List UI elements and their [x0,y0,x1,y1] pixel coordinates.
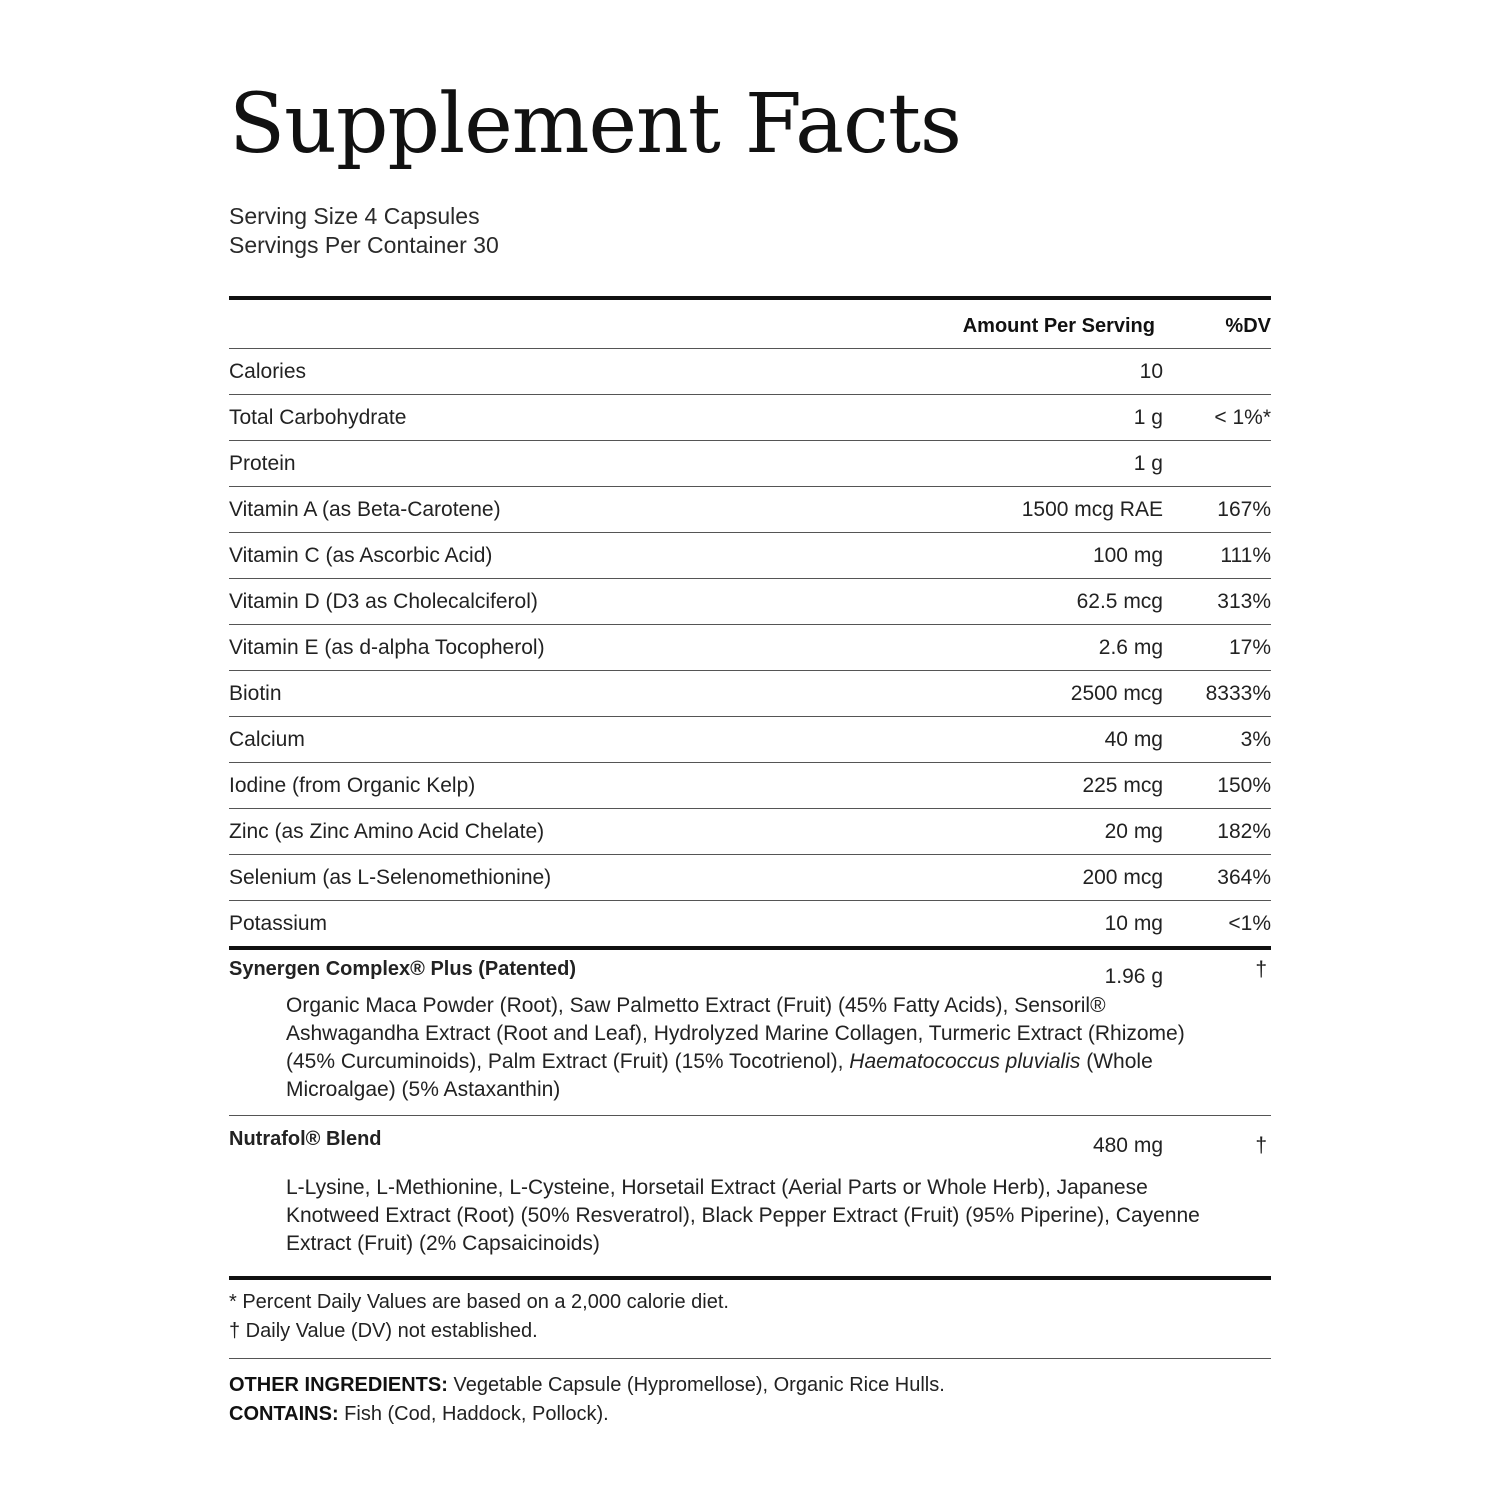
synergen-blend [229,950,1271,1115]
panel-title: Supplement Facts [229,77,962,172]
table-header [229,300,1271,348]
nutrient-row-vitamin-e [229,625,1271,670]
nutrient-name: Vitamin A (as Beta-Carotene) [229,498,501,521]
nutrient-name: Calcium [229,728,305,751]
nutrient-row-calories [229,349,1271,394]
blend-ingredients [229,992,1231,1104]
nutrient-dv: 182% [1217,820,1271,843]
other-ingredients [229,1371,1271,1400]
nutrient-row-calcium [229,717,1271,762]
nutrient-amount: 62.5 mcg [1076,590,1163,613]
serving-size: Serving Size 4 Capsules [229,203,480,229]
nutrient-amount: 1500 mcg RAE [1021,498,1163,521]
nutrient-row-biotin [229,671,1271,716]
nutrient-name: Calories [229,360,307,383]
nutrient-row-vitamin-a [229,487,1271,532]
nutrient-amount: 200 mcg [1082,866,1163,889]
blend-ingredients: L-Lysine, L-Methionine, L-Cysteine, Horsetail Extract (Aerial Parts or Whole Herb), Japanese Knotweed Extract (Root) (50% Resveratrol), Black Pepper Extract (Fruit) (95% Piperine), Cayenne Extract (Fruit) (2% Capsaicinoids) [286,1176,1200,1255]
other-ingredients-label: OTHER INGREDIENTS: [229,1374,448,1396]
nutrient-dv: < 1%* [1214,406,1271,429]
nutrient-row-vitamin-c [229,533,1271,578]
nutrient-dv: 364% [1217,866,1271,889]
nutrient-name: Total Carbohydrate [229,406,407,429]
nutrient-row-vitamin-d [229,579,1271,624]
footnotes [229,1280,1271,1358]
blend-dv: † [1255,958,1267,981]
serving-info [229,202,1271,260]
contains-label: CONTAINS: [229,1403,339,1425]
nutrient-dv: 167% [1217,498,1271,521]
nutrient-dv: <1% [1228,912,1271,935]
nutrient-amount: 225 mcg [1082,774,1163,797]
other-ingredients-section [229,1359,1271,1429]
nutrient-rows [229,348,1271,946]
nutrient-amount: 1 g [1133,406,1163,429]
blend-dv: † [1255,1134,1267,1157]
nutrient-dv: 111% [1220,544,1271,567]
nutrient-dv: 313% [1217,590,1271,613]
nutrient-name: Selenium (as L-Selenomethionine) [229,866,552,889]
nutrient-row-iodine [229,763,1271,808]
nutrient-row-selenium [229,855,1271,900]
nutrient-amount: 100 mg [1092,544,1163,567]
nutrient-dv: 17% [1228,636,1271,659]
nutrient-name: Potassium [229,912,328,935]
nutrient-amount: 2500 mcg [1070,682,1163,705]
amount-per-serving-header: Amount Per Serving [962,315,1155,337]
ingredients-text: Organic Maca Powder (Root), Saw Palmetto Extract (Fruit) (45% Fatty Acids), Sensoril® Ashwagandha Extract (Root and Leaf), Hydrolyzed Marine Collagen, Turmeric Extract (Rhizome) (45% Curcuminoids), Palm Extract (Fruit) (15% Tocotrienol), [286,994,1185,1073]
nutrient-name: Iodine (from Organic Kelp) [229,774,476,797]
nutrient-amount: 20 mg [1104,820,1163,843]
nutrient-name: Biotin [229,682,282,705]
contains [229,1400,1271,1429]
footnote-percent-dv: * Percent Daily Values are based on a 2,000 calorie diet. [229,1291,729,1313]
nutrient-dv: 150% [1217,774,1271,797]
nutrient-name: Zinc (as Zinc Amino Acid Chelate) [229,820,545,843]
blend-amount: 1.96 g [1104,965,1163,988]
nutrient-name: Protein [229,452,296,475]
blend-amount: 480 mg [1092,1134,1163,1157]
nutrient-row-protein [229,441,1271,486]
nutrient-dv: 3% [1240,728,1271,751]
nutrient-name: Vitamin D (D3 as Cholecalciferol) [229,590,538,613]
supplement-facts-panel [229,70,1271,1429]
other-ingredients-text: Vegetable Capsule (Hypromellose), Organic Rice Hulls. [447,1374,945,1396]
nutrient-name: Vitamin C (as Ascorbic Acid) [229,544,493,567]
ingredients-text: (Whole Microalgae) (5% Astaxanthin) [286,1050,1153,1101]
footnote-dagger: † Daily Value (DV) not established. [229,1320,538,1342]
nutrient-row-potassium [229,901,1271,946]
nutrafol-blend [229,1116,1271,1276]
ingredients-italic-species: Haematococcus pluvialis [849,1050,1081,1073]
nutrient-amount: 1 g [1133,452,1163,475]
dv-header: %DV [1225,315,1271,337]
nutrient-row-zinc [229,809,1271,854]
nutrient-dv: 8333% [1205,682,1271,705]
nutrient-row-total-carbohydrate [229,395,1271,440]
nutrient-amount: 10 mg [1104,912,1163,935]
nutrient-amount: 40 mg [1104,728,1163,751]
nutrient-amount: 10 [1139,360,1163,383]
blend-name: Nutrafol® Blend [229,1128,382,1150]
nutrient-amount: 2.6 mg [1098,636,1163,659]
servings-per-container: Servings Per Container 30 [229,232,499,258]
blend-name: Synergen Complex® Plus (Patented) [229,958,577,980]
nutrient-name: Vitamin E (as d-alpha Tocopherol) [229,636,545,659]
contains-text: Fish (Cod, Haddock, Pollock). [338,1403,609,1425]
